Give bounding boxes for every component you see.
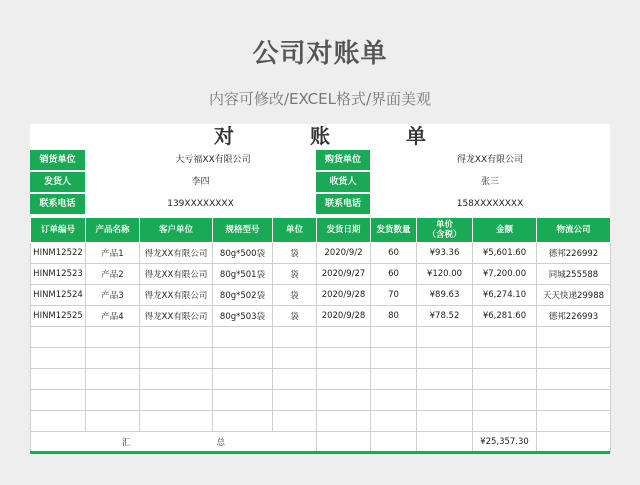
cell-empty[interactable] xyxy=(473,369,537,390)
cell-empty[interactable] xyxy=(371,390,417,411)
cell-unit[interactable]: 袋 xyxy=(273,306,317,327)
cell-empty[interactable] xyxy=(31,369,86,390)
cell-unit[interactable]: 袋 xyxy=(273,243,317,264)
cell-product[interactable]: 产品2 xyxy=(86,264,140,285)
cell-empty[interactable] xyxy=(473,327,537,348)
cell-customer[interactable]: 得龙XX有限公司 xyxy=(140,306,213,327)
total-label xyxy=(31,432,317,453)
buyer-value[interactable]: 得龙XX有限公司 xyxy=(456,155,524,165)
col-header-order-no: 订单编号 xyxy=(31,218,86,243)
cell-quantity[interactable]: 70 xyxy=(371,285,417,306)
cell-customer[interactable]: 得龙XX有限公司 xyxy=(140,264,213,285)
cell-empty[interactable] xyxy=(86,369,140,390)
page-subtitle: 内容可修改/EXCEL格式/界面美观 xyxy=(208,90,432,108)
cell-unit-price[interactable]: ¥89.63 xyxy=(417,285,473,306)
cell-order-no[interactable]: HINM12522 xyxy=(31,243,86,264)
table-row xyxy=(31,264,611,285)
table-header-row xyxy=(31,218,611,243)
cell-product[interactable]: 产品1 xyxy=(86,243,140,264)
col-header-amount: 金额 xyxy=(473,218,537,243)
cell-empty[interactable] xyxy=(417,390,473,411)
cell-empty[interactable] xyxy=(213,327,273,348)
cell-quantity[interactable]: 60 xyxy=(371,243,417,264)
cell-empty[interactable] xyxy=(86,348,140,369)
cell-empty[interactable] xyxy=(537,327,611,348)
receiver-value[interactable]: 张三 xyxy=(480,177,499,187)
cell-empty[interactable] xyxy=(371,432,417,453)
cell-amount[interactable]: ¥7,200.00 xyxy=(473,264,537,285)
col-header-ship-date: 发货日期 xyxy=(317,218,371,243)
cell-quantity[interactable]: 60 xyxy=(371,264,417,285)
cell-empty[interactable] xyxy=(537,432,611,453)
cell-quantity[interactable]: 80 xyxy=(371,306,417,327)
empty-row xyxy=(31,327,611,348)
cell-spec[interactable]: 80g*501袋 xyxy=(213,264,273,285)
cell-order-no[interactable]: HINM12523 xyxy=(31,264,86,285)
sheet-title xyxy=(30,124,610,148)
cell-order-no[interactable]: HINM12524 xyxy=(31,285,86,306)
table-row xyxy=(31,306,611,327)
cell-empty[interactable] xyxy=(273,390,317,411)
cell-empty[interactable] xyxy=(417,369,473,390)
shipper-value[interactable]: 李四 xyxy=(191,177,210,187)
col-header-customer: 客户单位 xyxy=(140,218,213,243)
info-row-persons xyxy=(30,172,610,192)
cell-empty[interactable] xyxy=(31,327,86,348)
cell-unit-price[interactable]: ¥78.52 xyxy=(417,306,473,327)
empty-row xyxy=(31,348,611,369)
phone2-label: 联系电话 xyxy=(316,194,370,214)
cell-customer[interactable]: 得龙XX有限公司 xyxy=(140,243,213,264)
cell-empty[interactable] xyxy=(537,369,611,390)
cell-logistics[interactable]: 德邦226992 xyxy=(537,243,611,264)
cell-amount[interactable]: ¥6,274.10 xyxy=(473,285,537,306)
cell-product[interactable]: 产品4 xyxy=(86,306,140,327)
cell-empty[interactable] xyxy=(317,432,371,453)
cell-logistics[interactable]: 同城255588 xyxy=(537,264,611,285)
order-table xyxy=(30,217,611,453)
cell-empty[interactable] xyxy=(273,369,317,390)
total-amount[interactable]: ¥25,357.30 xyxy=(473,432,537,453)
empty-row xyxy=(31,369,611,390)
cell-empty[interactable] xyxy=(140,327,213,348)
total-row xyxy=(31,432,611,453)
cell-empty[interactable] xyxy=(140,369,213,390)
cell-empty[interactable] xyxy=(417,411,473,432)
cell-empty[interactable] xyxy=(537,411,611,432)
cell-empty[interactable] xyxy=(140,411,213,432)
cell-empty[interactable] xyxy=(273,348,317,369)
cell-empty[interactable] xyxy=(473,411,537,432)
cell-amount[interactable]: ¥6,281.60 xyxy=(473,306,537,327)
col-header-unit: 单位 xyxy=(273,218,317,243)
sheet-title-char-2: 账 xyxy=(310,124,330,148)
cell-empty[interactable] xyxy=(140,348,213,369)
cell-empty[interactable] xyxy=(317,390,371,411)
phone2-value[interactable]: 158XXXXXXXX xyxy=(456,199,524,209)
cell-empty[interactable] xyxy=(213,369,273,390)
cell-empty[interactable] xyxy=(371,327,417,348)
col-header-unit-price: 单价 （含税） xyxy=(417,218,473,243)
seller-label: 销货单位 xyxy=(30,150,85,170)
empty-row xyxy=(31,411,611,432)
shipper-label: 发货人 xyxy=(30,172,85,192)
cell-spec[interactable]: 80g*500袋 xyxy=(213,243,273,264)
cell-empty[interactable] xyxy=(213,348,273,369)
sheet-title-char-1: 对 xyxy=(214,124,234,148)
statement-sheet xyxy=(30,124,610,454)
phone1-value[interactable]: 139XXXXXXXX xyxy=(167,199,234,209)
cell-logistics[interactable]: 天天快递29988 xyxy=(537,285,611,306)
total-label-char-2: 总 xyxy=(216,438,226,448)
seller-value[interactable]: 大亏福XX有限公司 xyxy=(175,155,251,165)
cell-empty[interactable] xyxy=(31,348,86,369)
cell-unit-price[interactable]: ¥120.00 xyxy=(417,264,473,285)
cell-empty[interactable] xyxy=(317,411,371,432)
page-title: 公司对账单 xyxy=(252,39,388,69)
cell-spec[interactable]: 80g*503袋 xyxy=(213,306,273,327)
cell-empty[interactable] xyxy=(417,432,473,453)
cell-empty[interactable] xyxy=(371,369,417,390)
buyer-label: 购货单位 xyxy=(316,150,370,170)
cell-empty[interactable] xyxy=(473,348,537,369)
cell-empty[interactable] xyxy=(371,411,417,432)
cell-empty[interactable] xyxy=(417,348,473,369)
cell-empty[interactable] xyxy=(317,327,371,348)
cell-empty[interactable] xyxy=(537,348,611,369)
table-row xyxy=(31,285,611,306)
cell-spec[interactable]: 80g*502袋 xyxy=(213,285,273,306)
cell-empty[interactable] xyxy=(537,390,611,411)
cell-amount[interactable]: ¥5,601.60 xyxy=(473,243,537,264)
col-header-spec: 规格型号 xyxy=(213,218,273,243)
cell-unit[interactable]: 袋 xyxy=(273,285,317,306)
cell-ship-date[interactable]: 2020/9/2 xyxy=(317,243,371,264)
cell-empty[interactable] xyxy=(417,327,473,348)
col-header-quantity: 发货数量 xyxy=(371,218,417,243)
cell-empty[interactable] xyxy=(371,348,417,369)
total-label-char-1: 汇 xyxy=(121,438,131,448)
cell-unit[interactable]: 袋 xyxy=(273,264,317,285)
cell-empty[interactable] xyxy=(86,411,140,432)
cell-empty[interactable] xyxy=(31,390,86,411)
cell-order-no[interactable]: HINM12525 xyxy=(31,306,86,327)
cell-empty[interactable] xyxy=(213,390,273,411)
phone1-label: 联系电话 xyxy=(30,194,85,214)
cell-empty[interactable] xyxy=(86,390,140,411)
cell-empty[interactable] xyxy=(213,411,273,432)
cell-ship-date[interactable]: 2020/9/28 xyxy=(317,285,371,306)
sheet-title-char-3: 单 xyxy=(406,124,426,148)
cell-empty[interactable] xyxy=(273,411,317,432)
cell-empty[interactable] xyxy=(473,390,537,411)
cell-customer[interactable]: 得龙XX有限公司 xyxy=(140,285,213,306)
info-row-parties xyxy=(30,150,610,170)
cell-empty[interactable] xyxy=(140,390,213,411)
cell-ship-date[interactable]: 2020/9/28 xyxy=(317,306,371,327)
col-header-product: 产品名称 xyxy=(86,218,140,243)
table-row xyxy=(31,243,611,264)
cell-empty[interactable] xyxy=(86,327,140,348)
empty-row xyxy=(31,390,611,411)
col-header-logistics: 物流公司 xyxy=(537,218,611,243)
cell-empty[interactable] xyxy=(317,369,371,390)
cell-empty[interactable] xyxy=(317,348,371,369)
cell-ship-date[interactable]: 2020/9/27 xyxy=(317,264,371,285)
cell-empty[interactable] xyxy=(273,327,317,348)
cell-product[interactable]: 产品3 xyxy=(86,285,140,306)
table-body xyxy=(31,243,611,453)
cell-empty[interactable] xyxy=(31,411,86,432)
cell-logistics[interactable]: 德邦226993 xyxy=(537,306,611,327)
bottom-accent-bar xyxy=(30,451,610,454)
receiver-label: 收货人 xyxy=(316,172,370,192)
cell-unit-price[interactable]: ¥93.36 xyxy=(417,243,473,264)
info-row-phones xyxy=(30,194,610,214)
